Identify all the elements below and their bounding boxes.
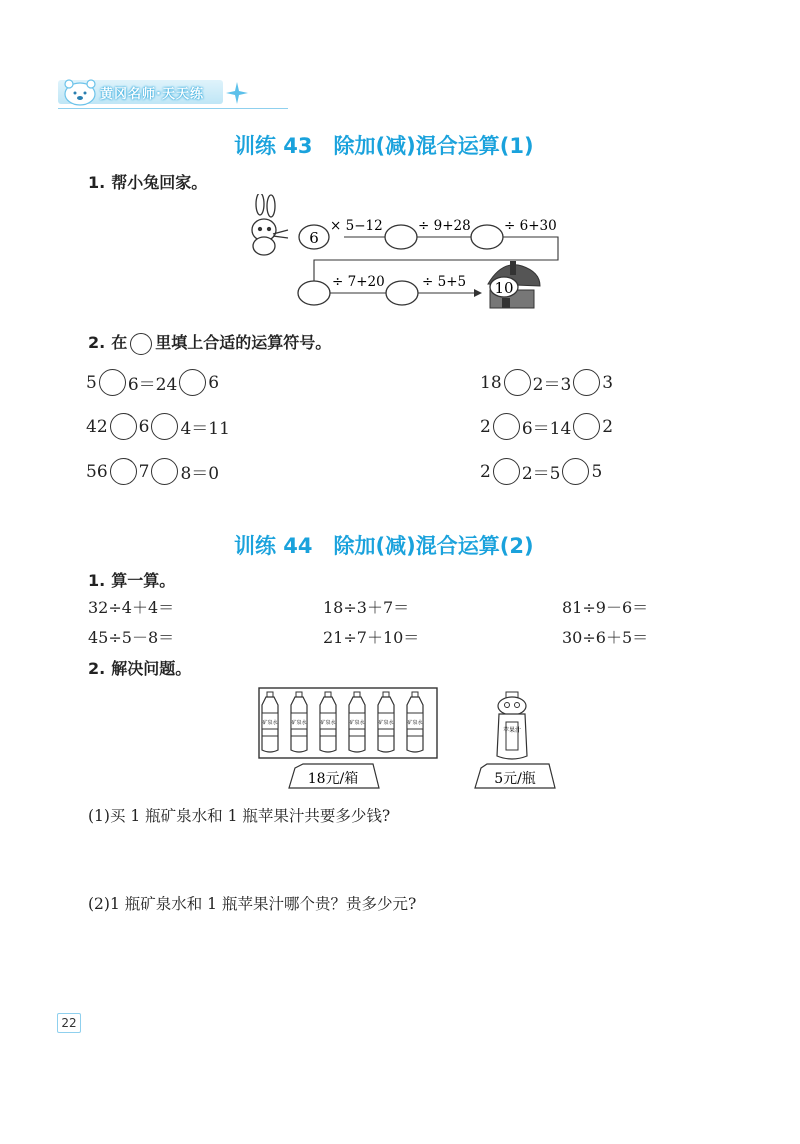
blank-circle[interactable]: [298, 281, 330, 305]
expr-part: 56: [86, 461, 108, 482]
question-1-prompt: [88, 170, 207, 193]
expr-part: 5: [591, 461, 603, 482]
operator-blank[interactable]: [151, 413, 178, 440]
question-number: 1.: [88, 571, 106, 590]
operator-blank[interactable]: [179, 369, 206, 396]
expr-part: 6＝14: [521, 419, 572, 439]
calc-item: 32÷4＋4＝: [88, 598, 175, 617]
question-1-prompt: [88, 568, 175, 591]
blank-circle[interactable]: [471, 225, 503, 249]
operator-blank[interactable]: [573, 369, 600, 396]
end-number: 10: [494, 279, 514, 297]
operator-blank[interactable]: [99, 369, 126, 396]
operator-expression: [86, 413, 230, 440]
question-number: 2.: [88, 333, 106, 352]
question-text: 帮小兔回家。: [111, 173, 208, 192]
op-label: ÷ 7+20: [332, 274, 385, 290]
op-label: × 5−12: [330, 218, 383, 234]
question-text: 解决问题。: [111, 659, 192, 678]
water-bottle-icon: [291, 692, 307, 752]
operator-expression: [86, 458, 219, 485]
expr-part: 2＝3: [532, 375, 572, 395]
question-text: 里填上合适的运算符号。: [155, 333, 332, 352]
operator-blank[interactable]: [493, 458, 520, 485]
start-number: 6: [309, 229, 319, 247]
operator-blank[interactable]: [110, 413, 137, 440]
expr-part: 3: [602, 372, 614, 393]
operator-blank[interactable]: [151, 458, 178, 485]
blank-circle[interactable]: [386, 281, 418, 305]
calc-item: 30÷6＋5＝: [562, 628, 649, 647]
operator-blank[interactable]: [493, 413, 520, 440]
operator-blank[interactable]: [504, 369, 531, 396]
expr-part: 2: [602, 416, 614, 437]
question-2-prompt: [88, 656, 191, 679]
bottle-label: 矿泉水: [349, 720, 365, 726]
brand-header: [58, 80, 248, 110]
sub-question-1: (1)买 1 瓶矿泉水和 1 瓶苹果汁共要多少钱?: [88, 807, 391, 825]
circle-symbol-icon: [130, 333, 152, 355]
water-bottle-icon: [262, 692, 278, 752]
operator-expression: [480, 413, 613, 440]
expr-part: 2: [480, 416, 491, 437]
water-bottles-illustration: [255, 686, 565, 794]
calc-item: 45÷5－8＝: [88, 628, 175, 647]
section-43-title: 训练 43 除加(减)混合运算(1): [234, 134, 534, 158]
calc-item: 81÷9－6＝: [562, 598, 649, 617]
box-price: 18元/箱: [307, 771, 359, 787]
water-bottle-icon: [349, 692, 365, 752]
rabbit-icon: [252, 194, 288, 255]
rabbit-path-diagram: [240, 194, 580, 318]
question-text: 在: [111, 333, 128, 352]
op-label: ÷ 9+28: [418, 218, 471, 234]
bottle-label: 矿泉水: [378, 720, 394, 726]
calc-item: 21÷7＋10＝: [323, 628, 420, 647]
expr-part: 6: [208, 372, 220, 393]
section-44-title: 训练 44 除加(减)混合运算(2): [234, 534, 534, 558]
bottle-label: 矿泉水: [262, 720, 278, 726]
operator-expression: [480, 458, 602, 485]
bottle-label: 矿泉水: [407, 720, 423, 726]
bear-logo-icon: [62, 78, 98, 106]
expr-part: 7: [138, 461, 150, 482]
expr-part: 42: [86, 416, 108, 437]
question-text: 算一算。: [111, 571, 176, 590]
expr-part: 2＝5: [521, 464, 561, 484]
question-number: 1.: [88, 173, 106, 192]
expr-part: 18: [480, 372, 502, 393]
expr-part: 2: [480, 461, 491, 482]
question-2-prompt: [88, 330, 331, 355]
sub-question-2: (2)1 瓶矿泉水和 1 瓶苹果汁哪个贵？贵多少元?: [88, 895, 417, 913]
expr-part: 5: [86, 372, 97, 393]
operator-blank[interactable]: [562, 458, 589, 485]
juice-bottle-icon: [497, 692, 527, 759]
operator-blank[interactable]: [110, 458, 137, 485]
operator-expression: [86, 369, 219, 396]
op-label: ÷ 6+30: [504, 218, 557, 234]
expr-part: 6: [138, 416, 150, 437]
operator-blank[interactable]: [573, 413, 600, 440]
water-bottle-icon: [407, 692, 423, 752]
juice-price: 5元/瓶: [494, 771, 536, 787]
operator-expression: [480, 369, 613, 396]
blank-circle[interactable]: [385, 225, 417, 249]
brand-text: 黄冈名师·天天练: [100, 87, 204, 102]
bottle-label: 矿泉水: [320, 720, 336, 726]
page-number: 22: [57, 1013, 81, 1033]
bottle-label: 矿泉水: [291, 720, 307, 726]
question-number: 2.: [88, 659, 106, 678]
juice-label: 苹果汁: [502, 727, 522, 734]
expr-part: 8＝0: [180, 464, 220, 484]
sparkle-icon: [226, 82, 248, 104]
header-rule: [58, 108, 288, 109]
op-label: ÷ 5+5: [422, 274, 467, 290]
calc-item: 18÷3＋7＝: [323, 598, 410, 617]
water-bottle-icon: [320, 692, 336, 752]
expr-part: 4＝11: [180, 419, 230, 439]
expr-part: 6＝24: [127, 375, 178, 395]
water-bottle-icon: [378, 692, 394, 752]
